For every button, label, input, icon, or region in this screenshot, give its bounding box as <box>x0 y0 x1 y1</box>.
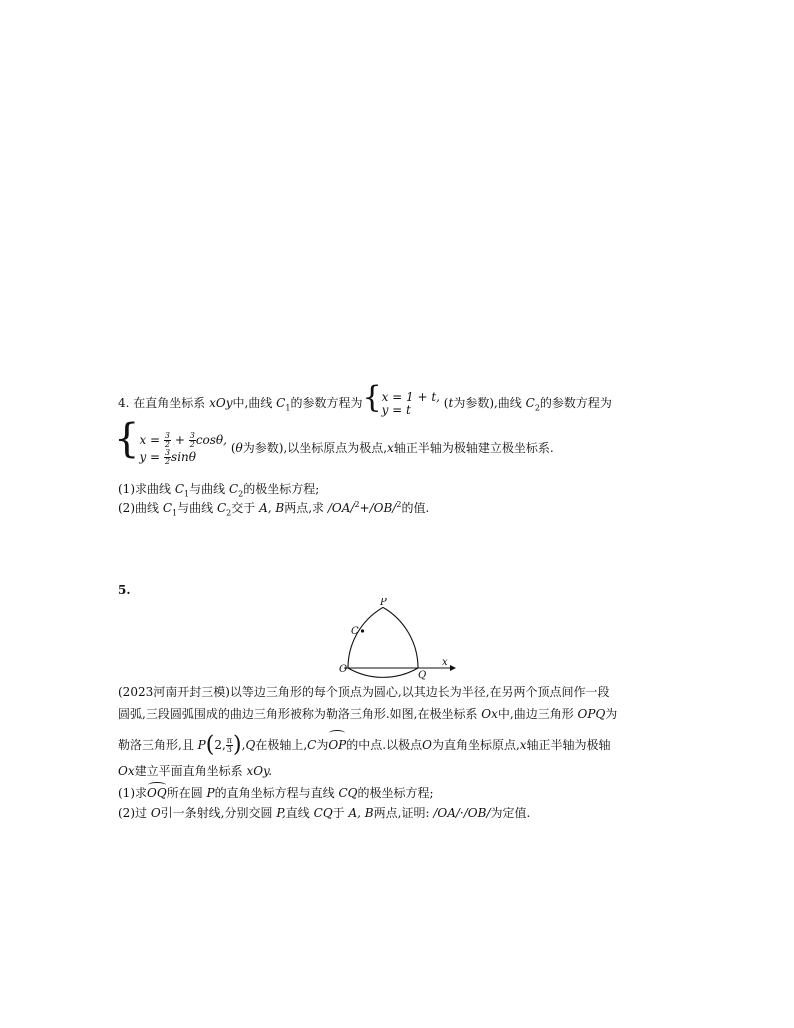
q5-part-1 <box>118 785 434 801</box>
question-number: 4. <box>118 396 130 410</box>
arc-oq <box>348 668 418 677</box>
plus: + <box>174 432 185 447</box>
q4-oa: /OA/ <box>327 501 355 515</box>
q5-text: (1)求 <box>118 786 147 800</box>
q4-text: 为参数),曲线 <box>453 396 522 410</box>
arc-op-label: OP <box>328 733 346 757</box>
q4-c2-sub: 2 <box>226 508 232 518</box>
question-number: 5. <box>118 583 131 597</box>
label-c: C <box>351 626 359 637</box>
q4-system-row-x <box>139 430 227 449</box>
q5-text: 为 <box>605 707 618 721</box>
fraction <box>226 737 233 754</box>
paren-close: ) <box>233 732 242 758</box>
q4-text: 为参数),以坐标原点为极点, <box>242 441 388 455</box>
q5-q: Q <box>245 738 256 752</box>
q4-text: (2)曲线 <box>118 501 159 515</box>
q5-line-4 <box>118 763 272 779</box>
q4-c1-sub: 1 <box>184 489 190 499</box>
q5-text: 为定值. <box>490 806 531 820</box>
q4-text: ( <box>230 441 236 455</box>
sin-term: sinθ <box>171 449 196 464</box>
denominator: 2 <box>189 439 195 449</box>
q4-brace-2: { <box>114 416 140 462</box>
q5-line-2 <box>118 706 617 722</box>
q4-brace: { <box>362 380 382 415</box>
q5-o: O <box>150 806 161 820</box>
q5-opq: OPQ <box>577 707 606 721</box>
q4-system-row: x = 1 + t, <box>381 389 440 404</box>
q4-text: 的值. <box>401 501 430 515</box>
arc-oq-label: OQ <box>147 786 167 800</box>
q4-lhs: x = <box>139 432 161 447</box>
q5-oa: /OA/ <box>433 806 460 820</box>
paren-open: ( <box>205 732 215 758</box>
q4-plus: + <box>359 501 370 515</box>
q5-text: 在极轴上, <box>255 738 308 752</box>
label-p: P <box>380 598 387 608</box>
q4-text: 两点,求 <box>284 501 325 515</box>
q5-o: O <box>422 738 432 752</box>
q5-ox: Ox <box>118 764 135 778</box>
q4-c2: C <box>228 482 239 496</box>
fraction <box>164 432 171 449</box>
q4-c1-sub: 1 <box>285 403 291 413</box>
numerator: 3 <box>164 430 171 440</box>
arc-pq <box>383 607 418 668</box>
q5-dot: · <box>459 806 464 820</box>
q5-two: 2, <box>214 738 226 752</box>
q4-part-1 <box>118 481 319 497</box>
q5-text: 建立平面直角坐标系 <box>134 764 243 778</box>
denominator: 3 <box>226 745 232 754</box>
q5-ab: A, B <box>348 806 374 820</box>
label-q: Q <box>418 670 427 680</box>
q4-system-1 <box>382 391 440 417</box>
q4-line-1 <box>118 380 612 417</box>
cos-term: cosθ, <box>195 432 227 447</box>
q4-text: ( <box>443 396 449 410</box>
q5-p: P <box>206 786 215 800</box>
q4-c1: C <box>174 482 185 496</box>
q4-x: x <box>387 441 394 455</box>
q5-text: 轴正半轴为极轴 <box>526 738 611 752</box>
q4-c1: C <box>276 396 286 410</box>
q5-part-2 <box>118 805 530 821</box>
q4-c2: C <box>525 396 535 410</box>
q4-ab: A, B <box>259 501 285 515</box>
q4-text: 轴正半轴为极轴建立极坐标系. <box>393 441 554 455</box>
q4-theta: θ <box>235 441 243 455</box>
q5-text: 两点,证明: <box>373 806 430 820</box>
q5-text: 于 <box>332 806 345 820</box>
denominator: 2 <box>164 439 171 449</box>
q5-text: 直线 <box>285 806 310 820</box>
q4-system-row: y = t <box>381 402 411 417</box>
q4-text: 在直角坐标系 <box>133 396 206 410</box>
q5-text: 勒洛三角形,且 <box>118 738 194 752</box>
q5-text: 引一条射线,分别交圆 <box>160 806 273 820</box>
q4-c1: C <box>162 501 173 515</box>
q4-system-2 <box>139 432 227 466</box>
q4-text: 与曲线 <box>177 501 214 515</box>
q5-line-1: (2023河南开封三模)以等边三角形的每个顶点为圆心,以其边长为半径,在另两个顶点间作一段 <box>118 685 610 699</box>
point-c <box>361 629 364 632</box>
q4-lhs: y = <box>139 449 161 464</box>
q4-text: (1)求曲线 <box>118 482 171 496</box>
q4-c2: C <box>216 501 227 515</box>
q5-text: 为直角坐标原点, <box>431 738 520 752</box>
label-o: O <box>339 664 348 675</box>
q5-c: C <box>307 738 317 752</box>
fraction <box>189 432 196 449</box>
fraction <box>164 449 171 466</box>
numerator: 3 <box>164 447 171 457</box>
q5-ox: Ox <box>481 707 498 721</box>
q4-part-2 <box>118 500 429 516</box>
q4-t: t <box>448 396 454 410</box>
q5-xoy: xOy. <box>246 764 273 778</box>
q5-text: 圆弧,三段圆弧围成的曲边三角形被称为勒洛三角形.如图,在极坐标系 <box>118 707 478 721</box>
q4-text: 的参数方程为 <box>290 396 363 410</box>
q5-text: (2)过 <box>118 806 147 820</box>
q5-cq: CQ <box>313 806 333 820</box>
q5-ob: /OB/ <box>463 806 491 820</box>
q4-text: 中,曲线 <box>232 396 273 410</box>
q5-p: P, <box>276 806 286 820</box>
q5-text: 的直角坐标方程与直线 <box>214 786 335 800</box>
q4-system-row-y <box>139 447 196 466</box>
q5-text: 的极坐标方程; <box>357 786 434 800</box>
q5-text: 的中点.以极点 <box>346 738 423 752</box>
q5-line-3: 勒洛三角形,且 P(2, $\frac{\pi}{3}$ ),Q在极轴上,C为OP的中点.以极点O为直角坐标原点,x轴正半轴为极轴 <box>118 732 611 758</box>
q4-sq: 2 <box>396 500 402 509</box>
denominator: 2 <box>164 456 171 466</box>
q4-c1-sub: 1 <box>172 508 178 518</box>
numerator: π <box>226 736 233 745</box>
q4-text: 交于 <box>231 501 256 515</box>
numerator: 3 <box>189 430 195 440</box>
axis-arrow-icon <box>450 665 456 671</box>
q4-line-2 <box>114 416 554 466</box>
q5-x: x <box>519 738 527 752</box>
q4-sq: 2 <box>354 500 360 509</box>
arc-op <box>348 607 383 668</box>
reuleaux-triangle-figure <box>338 598 468 680</box>
q5-p: P <box>197 738 206 752</box>
q5-cq: CQ <box>338 786 358 800</box>
q5-text: 中,曲边三角形 <box>497 707 574 721</box>
q4-text: 的参数方程为 <box>539 396 612 410</box>
q4-c2-sub: 2 <box>534 403 540 413</box>
q4-text: 的极坐标方程; <box>243 482 320 496</box>
q4-c2-sub: 2 <box>238 489 244 499</box>
q4-xoy: xOy <box>209 396 233 410</box>
q5-text: 所在圆 <box>166 786 203 800</box>
label-x: x <box>442 657 448 668</box>
q5-text: 为 <box>316 738 329 752</box>
q4-ob: /OB/ <box>369 501 397 515</box>
q4-text: 与曲线 <box>189 482 226 496</box>
question-4 <box>118 380 612 417</box>
